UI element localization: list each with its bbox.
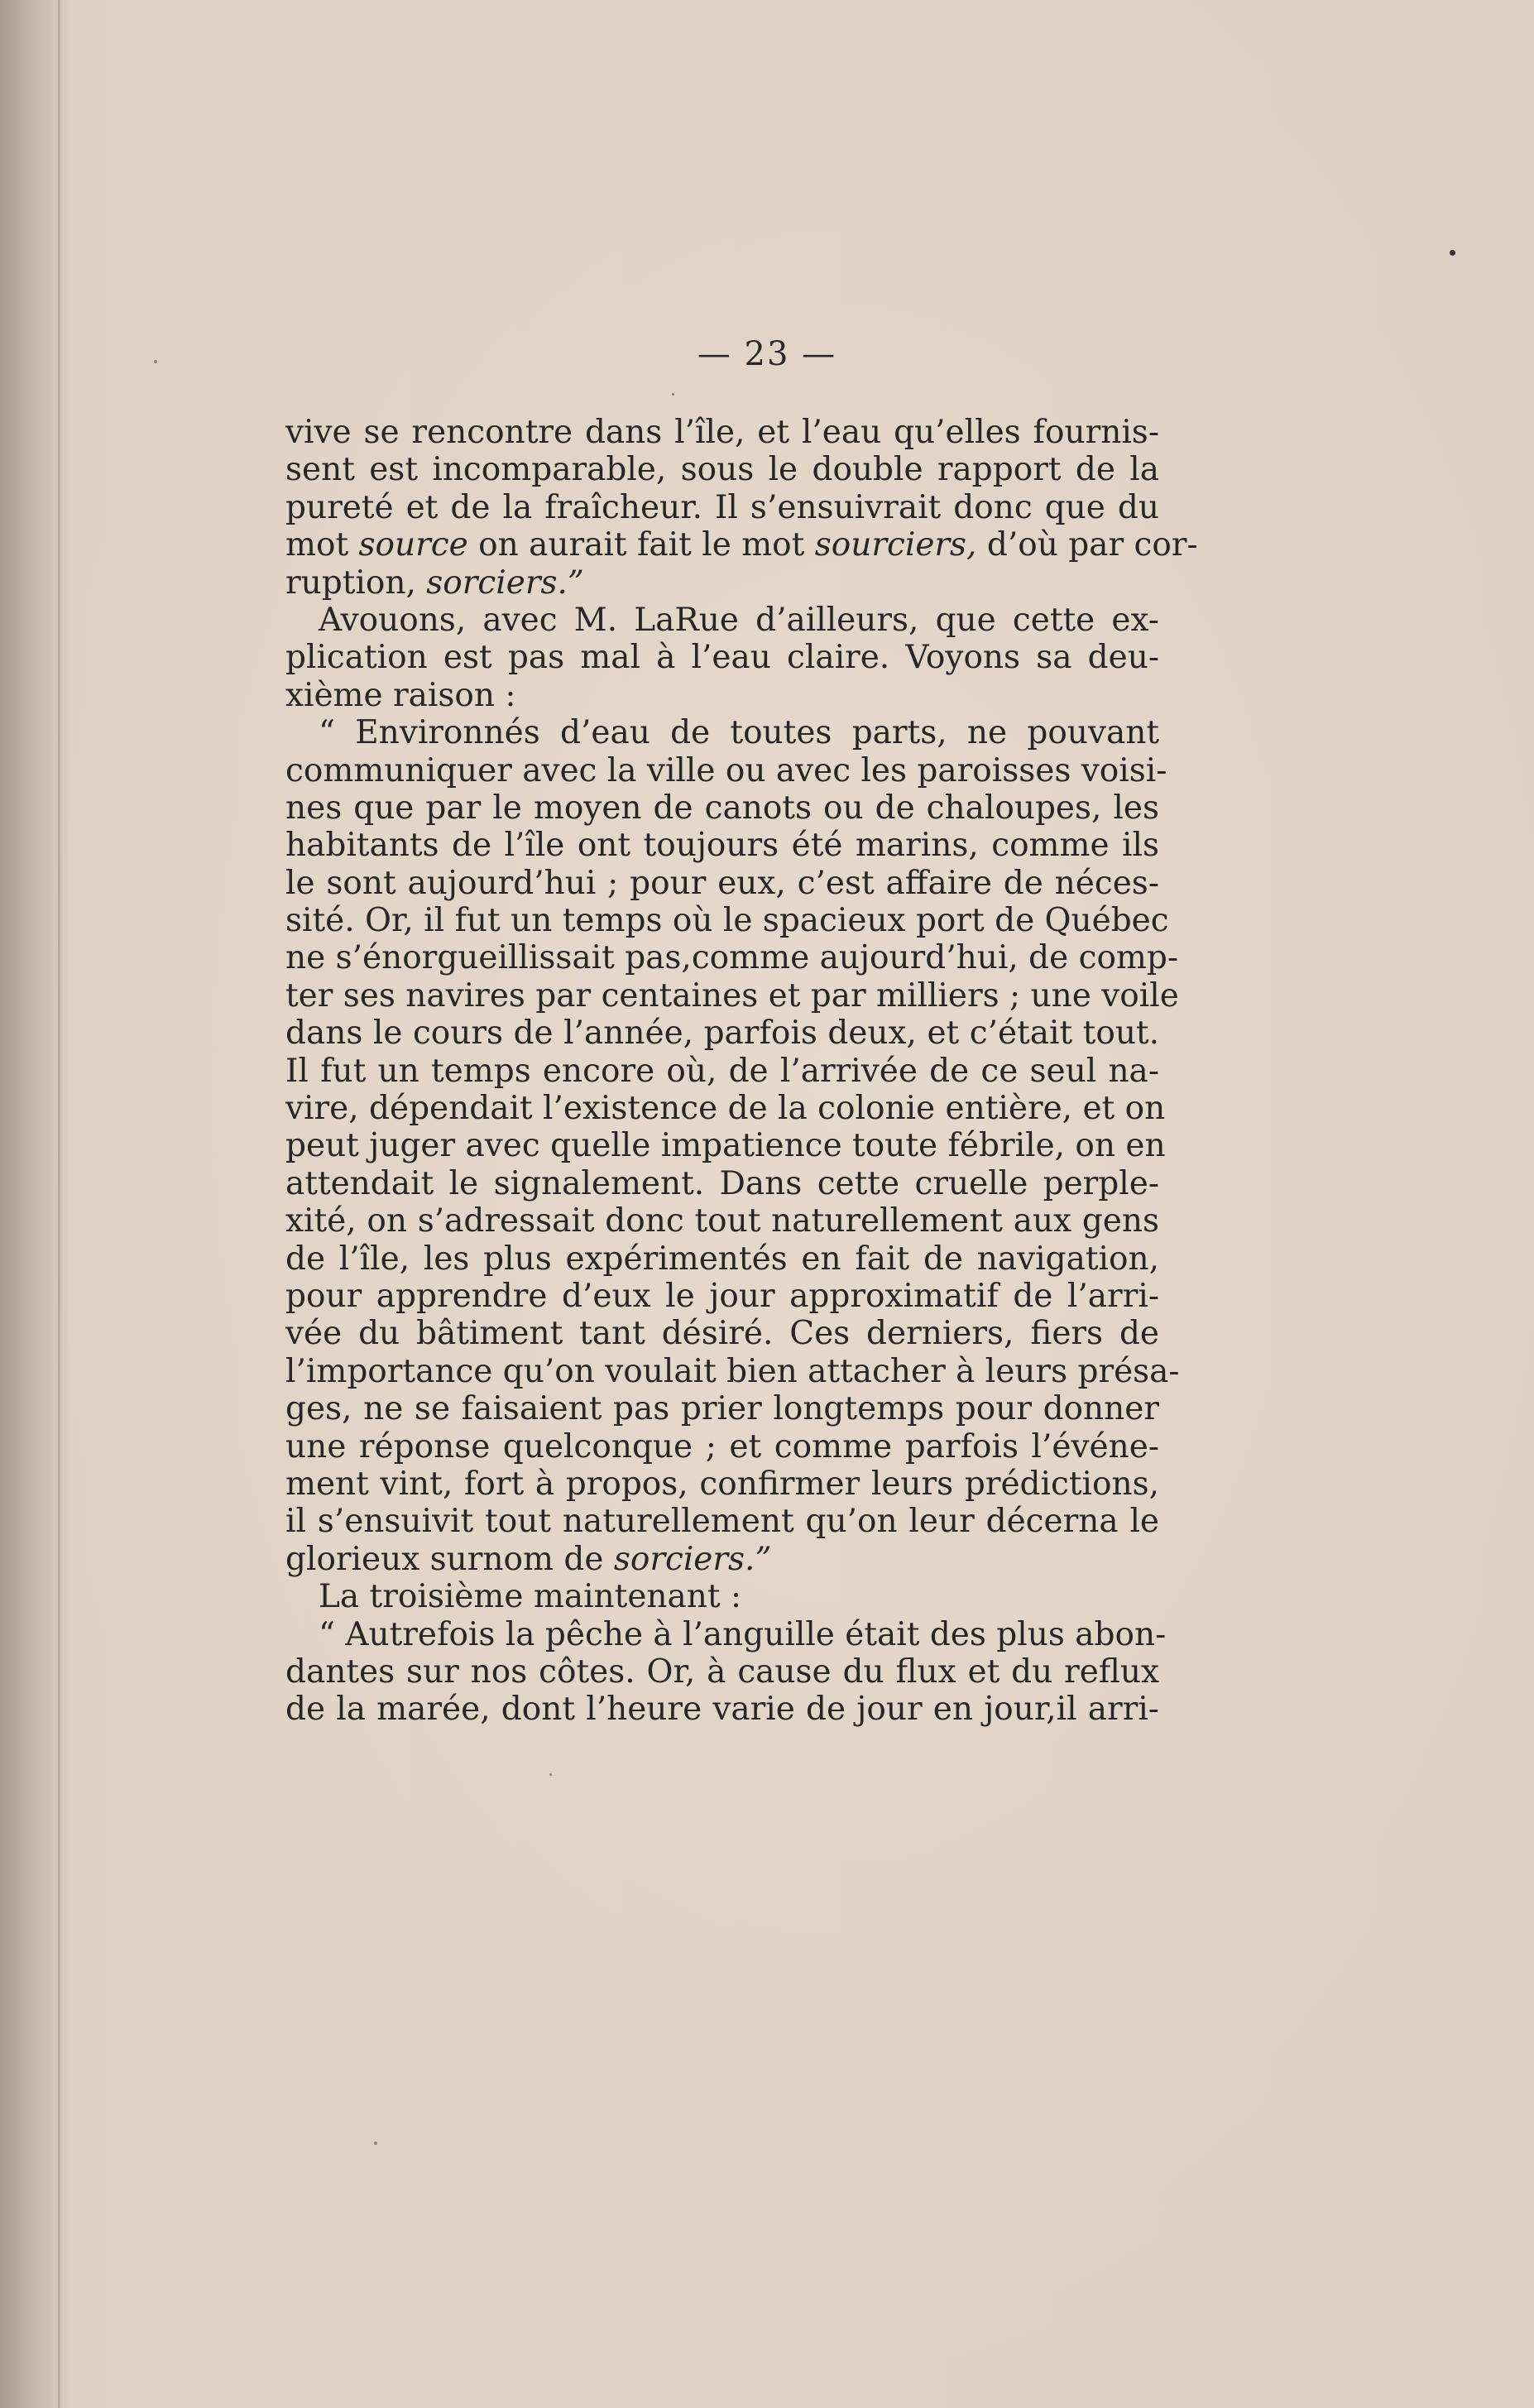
text-line: mot source on aurait fait le mot sourciers, d’où par cor-: [285, 526, 1198, 564]
text-line: ment vint, fort à propos, confirmer leurs prédictions,: [285, 1465, 1159, 1503]
paper-speck: [154, 360, 157, 363]
text-line: vive se rencontre dans l’île, et l’eau qu’elles fournis-: [285, 414, 1159, 451]
text-line: le sont aujourd’hui ; pour eux, c’est affaire de néces-: [285, 864, 1159, 902]
text-line: glorieux surnom de sorciers.”: [285, 1540, 772, 1578]
text-line: communiquer avec la ville ou avec les paroisses voisi-: [285, 751, 1167, 789]
text-line: ges, ne se faisaient pas prier longtemps pour donner: [285, 1390, 1159, 1428]
text-line: ter ses navires par centaines et par milliers ; une voile: [285, 976, 1179, 1015]
text-line: sité. Or, il fut un temps où le spacieux port de Québec: [285, 902, 1169, 940]
paper-speck: [549, 1773, 552, 1776]
body-text: [285, 414, 1198, 1729]
text-line: dans le cours de l’année, parfois deux, et c’était tout.: [285, 1015, 1159, 1053]
text-line: plication est pas mal à l’eau claire. Voyons sa deu-: [285, 639, 1159, 677]
text-line: de la marée, dont l’heure varie de jour en jour,il arri-: [285, 1691, 1159, 1729]
text-line: habitants de l’île ont toujours été marins, comme ils: [285, 827, 1159, 865]
text-line: il s’ensuivit tout naturellement qu’on leur décerna le: [285, 1503, 1159, 1541]
text-line: pureté et de la fraîcheur. Il s’ensuivrait donc que du: [285, 488, 1159, 526]
text-line: vée du bâtiment tant désiré. Ces derniers, fiers de: [285, 1315, 1159, 1353]
text-line: La troisième maintenant :: [319, 1578, 742, 1616]
paper-speck: [374, 2142, 377, 2145]
text-line: vire, dépendait l’existence de la colonie entière, et on: [285, 1090, 1166, 1128]
text-line: peut juger avec quelle impatience toute fébrile, on en: [285, 1127, 1166, 1165]
text-line: sent est incomparable, sous le double rapport de la: [285, 451, 1159, 489]
text-line: ruption, sorciers.”: [285, 564, 584, 602]
paper-speck: [672, 393, 674, 396]
text-line: xité, on s’adressait donc tout naturellement aux gens: [285, 1202, 1159, 1240]
text-line: dantes sur nos côtes. Or, à cause du flux et du reflux: [285, 1653, 1159, 1691]
text-line: l’importance qu’on voulait bien attacher à leurs présa-: [285, 1352, 1180, 1390]
text-line: Il fut un temps encore où, de l’arrivée de ce seul na-: [285, 1052, 1159, 1090]
text-line: de l’île, les plus expérimentés en fait de navigation,: [285, 1240, 1159, 1278]
text-line: Avouons, avec M. LaRue d’ailleurs, que cette ex-: [319, 601, 1159, 639]
text-line: xième raison :: [285, 676, 516, 714]
paper-speck: [1450, 250, 1455, 256]
text-line: pour apprendre d’eux le jour approximatif de l’arri-: [285, 1277, 1159, 1315]
text-line: ne s’énorgueillissait pas,comme aujourd’hui, de comp-: [285, 939, 1179, 977]
text-line: “ Autrefois la pêche à l’anguille était des plus abon-: [319, 1615, 1167, 1653]
text-line: attendait le signalement. Dans cette cruelle perple-: [285, 1164, 1159, 1202]
page-number: — 23 —: [697, 335, 837, 373]
text-line: “ Environnés d’eau de toutes parts, ne pouvant: [319, 714, 1159, 752]
text-line: nes que par le moyen de canots ou de chaloupes, les: [285, 789, 1159, 827]
text-line: une réponse quelconque ; et comme parfois l’événe-: [285, 1427, 1159, 1465]
